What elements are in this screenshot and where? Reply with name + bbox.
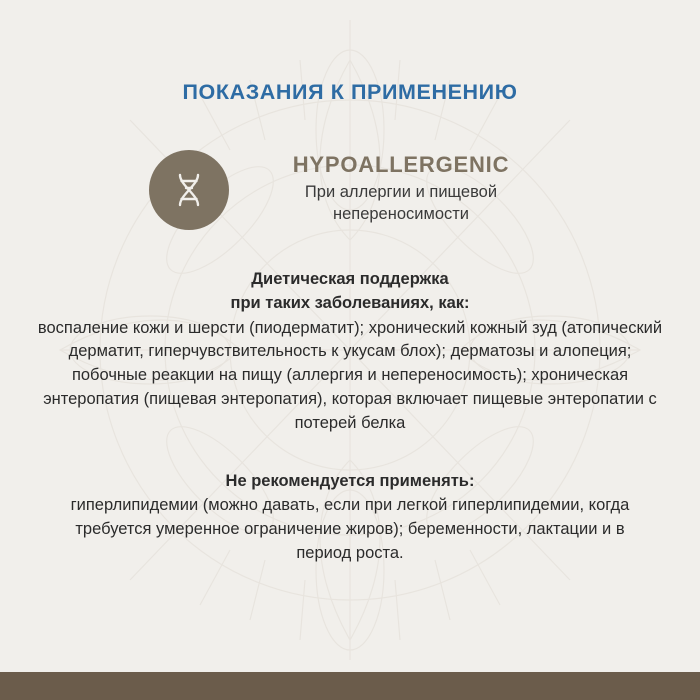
section-heading-line-1: Не рекомендуется применять: — [225, 472, 475, 491]
hypoallergenic-text — [251, 148, 551, 226]
section-not-recommended — [22, 470, 678, 566]
dna-helix-icon — [149, 150, 229, 230]
section-heading-line-1: Диетическая поддержка — [251, 270, 449, 288]
section-body: гиперлипидемии (можно давать, если при легкой гиперлипидемии, когда требуется умеренное ограничение жиров); беременности, лактации и в период роста. — [70, 496, 630, 563]
section-heading-line-2: при таких заболеваниях, как: — [230, 294, 470, 313]
section-body: воспаление кожи и шерсти (пиодерматит); хронический кожный зуд (атопический дерматит, гиперчувствительность к укусам блох); дерматозы и алопеция; побочные реакции на пищу (аллергия и непереносимость); хроническая энтеропатия (пищевая энтеропатия), которая включает пищевые энтеропатии с потерей белка — [37, 318, 663, 433]
hypoallergenic-title: HYPOALLERGENIC — [292, 152, 510, 177]
hypoallergenic-block — [22, 148, 678, 230]
section-dietary-support — [22, 268, 678, 436]
page-title: ПОКАЗАНИЯ К ПРИМЕНЕНИЮ — [182, 80, 518, 104]
hypoallergenic-subtitle: При аллергии и пищевой непереносимости — [304, 183, 498, 223]
